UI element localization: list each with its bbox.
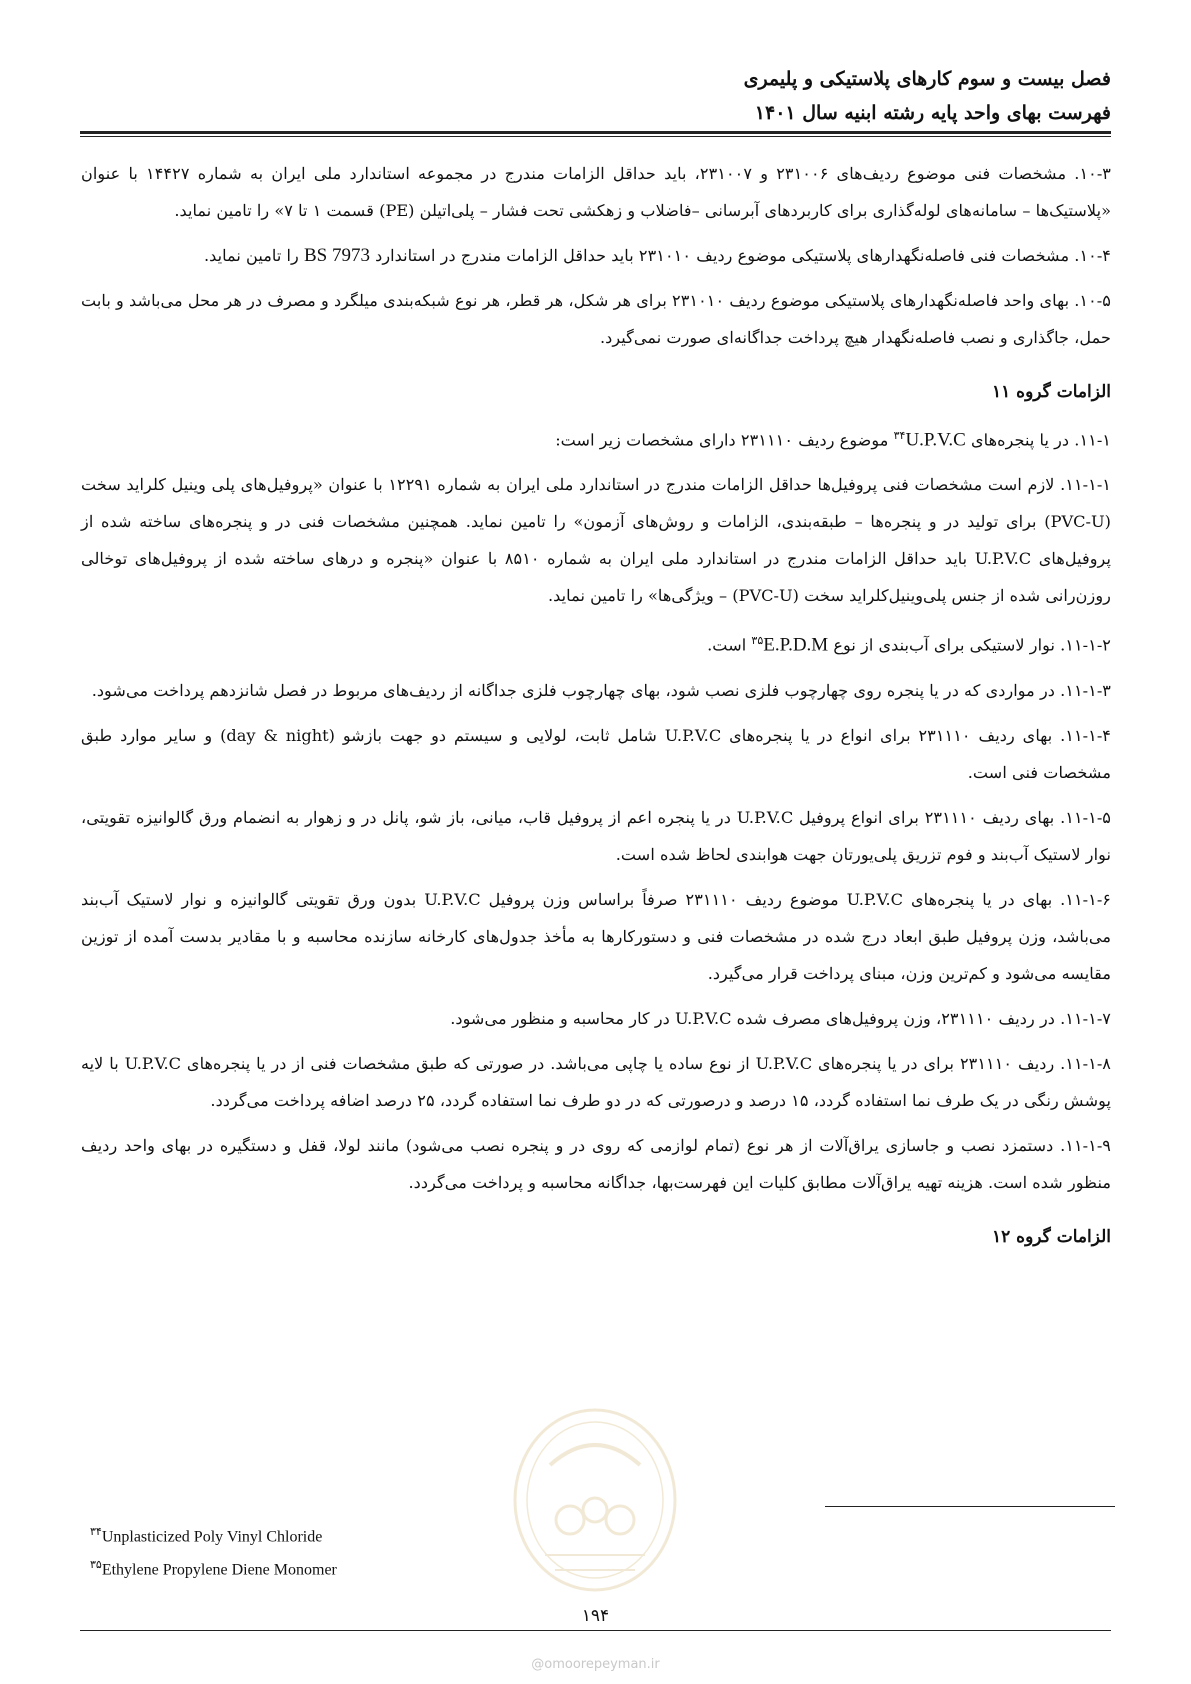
footnote-35: $^{۳۵}$Ethylene Propylene Diene Monomer xyxy=(90,1559,337,1579)
footnote-ref-35: ۳۵ xyxy=(751,634,764,648)
page-header xyxy=(81,62,1111,130)
standard-code: BS 7973 xyxy=(303,245,370,266)
paragraph-11-1-9: ۱۱-۱-۹. دستمزد نصب و جاسازی یراق‌آلات از هر نوع (تمام لوازمی که روی در و پنجره نصب می‌شود) مانند لولا، قفل و دستگیره در بهای واحد ردیف منظور شده است. هزینه تهیه یراق‌آلات مطابق کلیات این فهرست‌بها، جداگانه محاسبه و پرداخت می‌گردد. xyxy=(81,1135,1111,1192)
body-content xyxy=(81,155,1111,1262)
paragraph-11-1-8: ۱۱-۱-۸. ردیف ۲۳۱۱۱۰ برای در یا پنجره‌های U.P.V.C از نوع ساده یا چاپی می‌باشد. در صورتی که طبق مشخصات فنی از در یا پنجره‌های U.P.V.C با لایه پوشش رنگی در یک طرف نما استفاده گردد، ۱۵ درصد و درصورتی که در دو طرف نما استفاده گردد، ۲۵ درصد اضافه پرداخت می‌گردد. xyxy=(81,1053,1111,1110)
header-rule-thin xyxy=(80,136,1111,137)
upvc-term: U.P.V.C xyxy=(905,429,966,451)
paragraph-11-1-1: ۱۱-۱-۱. لازم است مشخصات فنی پروفیل‌ها حداقل الزامات مندرج در استاندارد ملی ایران به شماره ۱۲۲۹۱ با عنوان «پروفیل‌های پلی وینیل کلراید سخت (PVC-U) برای تولید در و پنجره‌ها – طبقه‌بندی، الزامات و روش‌های آزمون» را تامین نماید. همچنین مشخصات فنی در و پنجره‌های ساخته شده از پروفیل‌های U.P.V.C باید حداقل الزامات مندرج در استاندارد ملی ایران به شماره ۸۵۱۰ با عنوان «پنجره و درهای ساخته شده از پروفیل‌های توخالی روزن‌رانی شده از جنس پلی‌وینیل‌کلراید سخت (PVC-U) – ویژگی‌ها» را تامین نماید. xyxy=(81,475,1111,606)
group-12-heading: الزامات گروه ۱۲ xyxy=(992,1226,1111,1247)
footer-rule xyxy=(80,1630,1111,1631)
paragraph-11-1-2: ۱۱-۱-۲. نوار لاستیکی برای آب‌بندی از نوع $E.P.D.M^{۳۵}$ است. xyxy=(707,634,1111,656)
book-title: فهرست بهای واحد پایه رشته ابنیه سال ۱۴۰۱ xyxy=(754,102,1111,124)
chapter-title: فصل بیست و سوم کارهای پلاستیکی و پلیمری xyxy=(743,68,1111,90)
footnotes xyxy=(90,1518,337,1585)
footnote-ref-34: ۳۴ xyxy=(893,429,906,442)
paragraph-10-4: ۱۰-۴. مشخصات فنی فاصله‌نگهدارهای پلاستیکی موضوع ردیف ۲۳۱۰۱۰ باید حداقل الزامات مندرج در استاندارد BS 7973 را تامین نماید. xyxy=(203,245,1111,266)
paragraph-11-1: ۱۱-۱. در یا پنجره‌های $U.P.V.C^{۳۴}$ موضوع ردیف ۲۳۱۱۱۰ دارای مشخصات زیر است: xyxy=(555,429,1111,451)
paragraph-11-1-6: ۱۱-۱-۶. بهای در یا پنجره‌های U.P.V.C موضوع ردیف ۲۳۱۱۱۰ صرفاً براساس وزن پروفیل U.P.V.C بدون ورق تقویتی گالوانیزه و نوار لاستیک آب‌بند می‌باشد، وزن پروفیل طبق ابعاد درج شده در مشخصات فنی و دستورکارها به مأخذ جدول‌های کارخانه سازنده محاسبه و با مقادیر بدست آمده از توزین مقایسه می‌شود و کم‌ترین وزن، مبنای پرداخت قرار می‌گیرد. xyxy=(81,889,1111,983)
footnote-rule xyxy=(825,1506,1115,1507)
group-11-heading: الزامات گروه ۱۱ xyxy=(992,382,1111,402)
paragraph-11-1-3: ۱۱-۱-۳. در مواردی که در یا پنجره روی چهارچوب فلزی نصب شود، بهای چهارچوب فلزی جداگانه از ردیف‌های مربوط در فصل شانزدهم پرداخت می‌شود. xyxy=(91,680,1111,700)
paragraph-11-1-5: ۱۱-۱-۵. بهای ردیف ۲۳۱۱۱۰ برای انواع پروفیل U.P.V.C در یا پنجره اعم از پروفیل قاب، میانی، باز شو، پانل در و زهوار به انضمام ورق گالوانیزه تقویتی، نوار لاستیک آب‌بند و فوم تزریق پلی‌یورتان جهت هوابندی لحاظ شده است. xyxy=(81,807,1111,864)
paragraph-11-1-4: ۱۱-۱-۴. بهای ردیف ۲۳۱۱۱۰ برای انواع در یا پنجره‌های U.P.V.C شامل ثابت، لولایی و سیستم دو جهت بازشو (day & night) و سایر موارد طبق مشخصات فنی است. xyxy=(81,725,1111,782)
footnote-34: $^{۳۴}$Unplasticized Poly Vinyl Chloride xyxy=(90,1526,323,1546)
header-rule-thick xyxy=(80,131,1111,134)
watermark-seal-icon xyxy=(510,1405,680,1595)
paragraph-10-5: ۱۰-۵. بهای واحد فاصله‌نگهدارهای پلاستیکی موضوع ردیف ۲۳۱۰۱۰ برای هر شکل، هر قطر، هر نوع شبکه‌بندی میلگرد و مصرف در هر محل می‌باشد و بابت حمل، جاگذاری و نصب فاصله‌نگهدار هیچ پرداخت جداگانه‌ای صورت نمی‌گیرد. xyxy=(81,291,1111,347)
paragraph-10-3: ۱۰-۳. مشخصات فنی موضوع ردیف‌های ۲۳۱۰۰۶ و ۲۳۱۰۰۷، باید حداقل الزامات مندرج در مجموعه استاندارد ملی ایران به شماره ۱۴۴۲۷ با عنوان «پلاستیک‌ها – سامانه‌های لوله‌گذاری برای کاربردهای آبرسانی –فاضلاب و زهکشی تحت فشار – پلی‌اتیلن (PE) قسمت ۱ تا ۷» را تامین نماید. xyxy=(81,164,1111,220)
page-number: ۱۹۴ xyxy=(581,1606,610,1626)
watermark-text: @omoorepeyman.ir xyxy=(531,1657,660,1672)
paragraph-11-1-7: ۱۱-۱-۷. در ردیف ۲۳۱۱۱۰، وزن پروفیل‌های مصرف شده U.P.V.C در کار محاسبه و منظور می‌شود. xyxy=(450,1008,1111,1028)
epdm-term: E.P.D.M xyxy=(763,634,829,656)
